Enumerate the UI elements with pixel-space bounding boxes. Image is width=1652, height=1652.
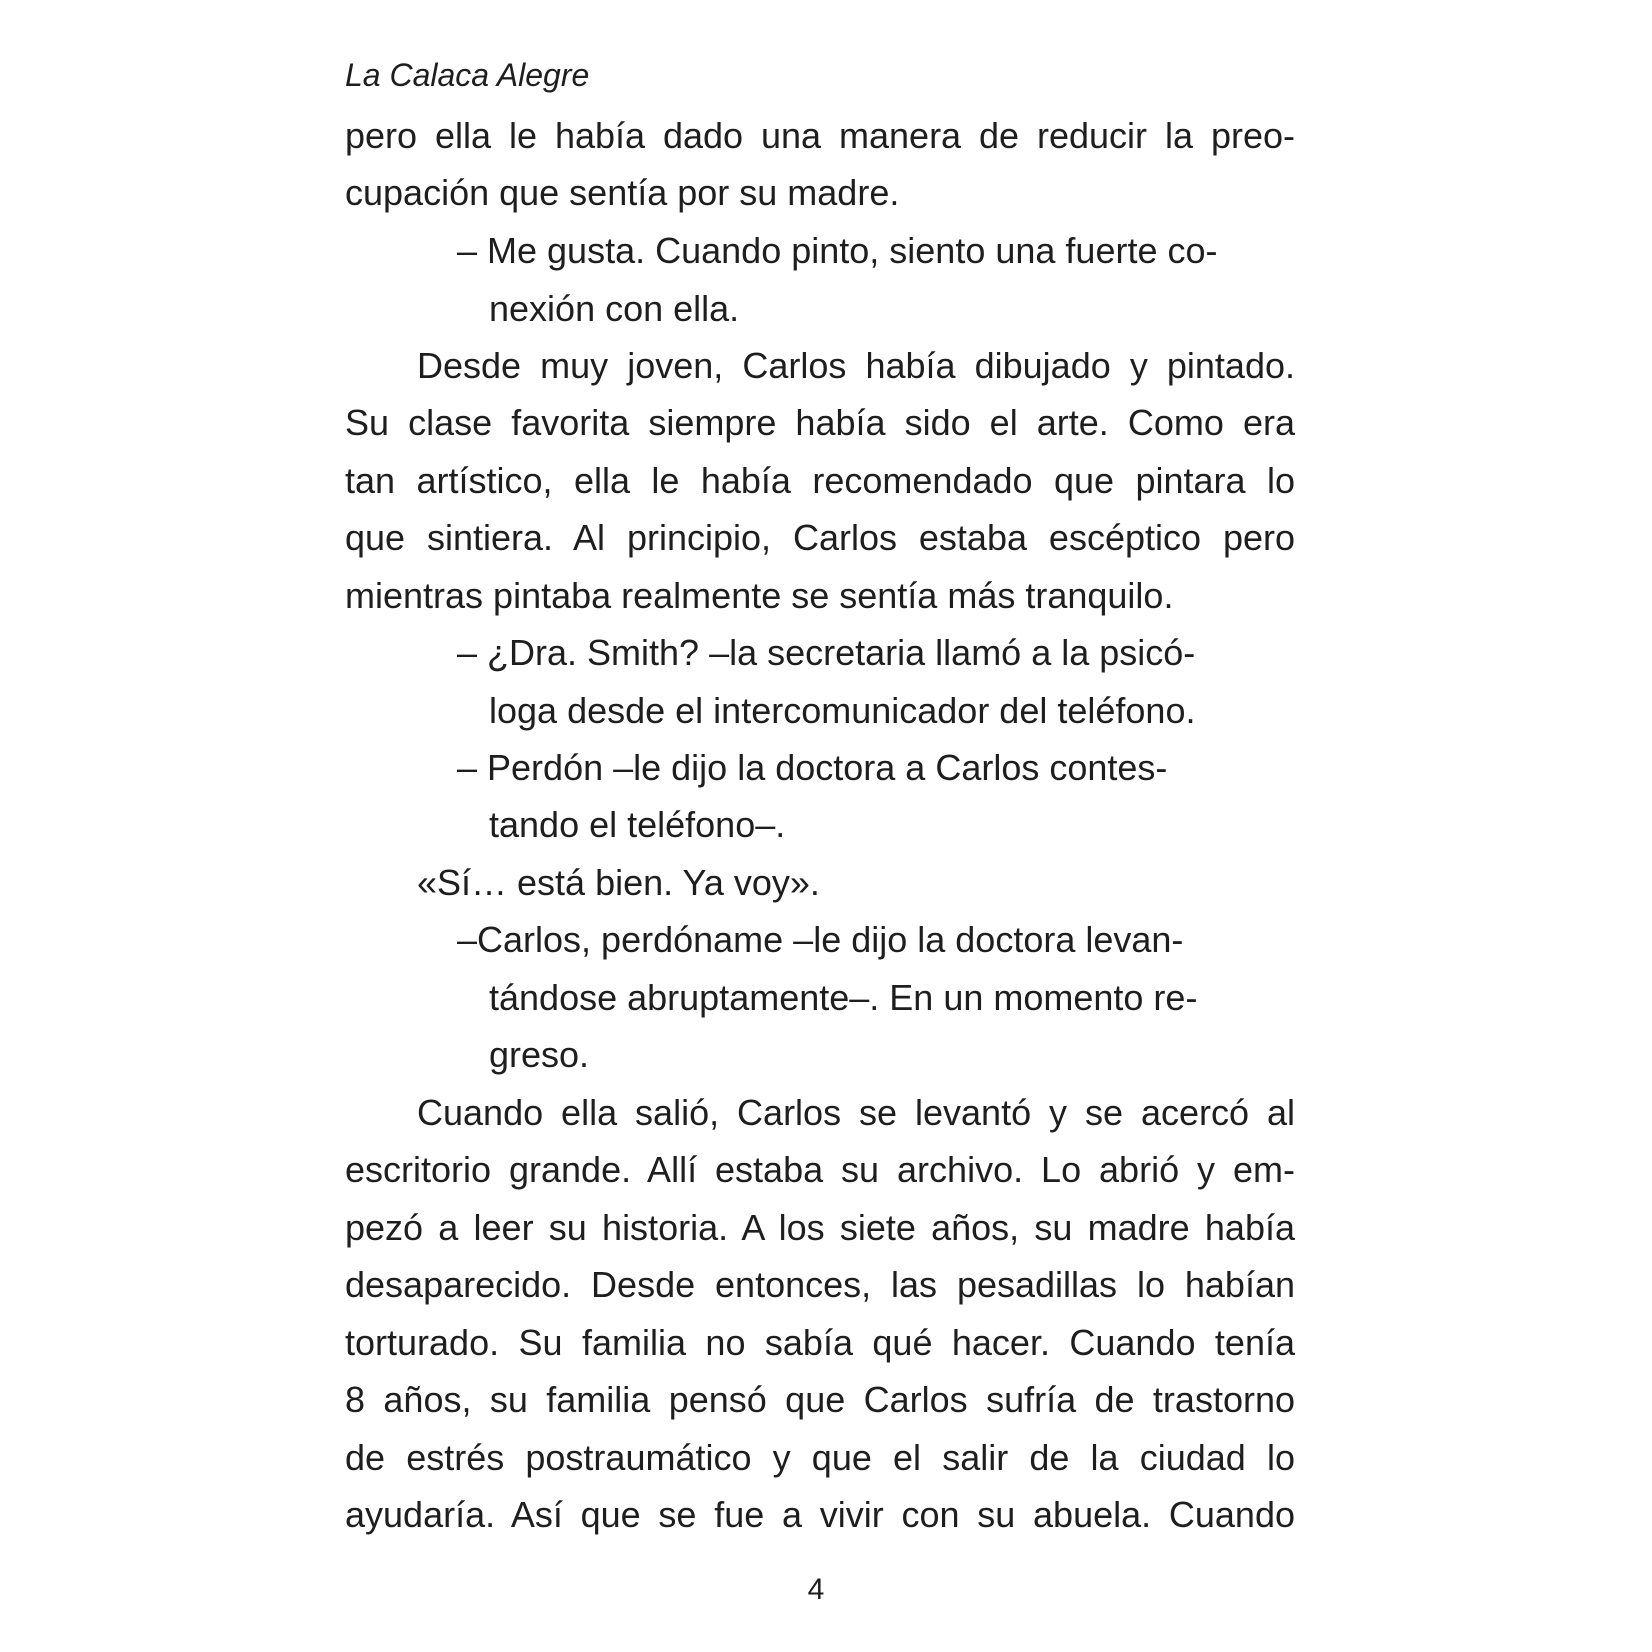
running-head: La Calaca Alegre <box>345 57 590 93</box>
text-line: 8 años, su familia pensó que Carlos sufría de trastorno <box>345 1379 1295 1420</box>
dialogue-line: greso. <box>489 1034 590 1075</box>
text-line: de estrés postraumático y que el salir de la ciudad lo <box>345 1437 1295 1478</box>
text-line: pero ella le había dado una manera de reducir la preo- <box>345 115 1295 156</box>
dialogue-line: – Perdón –le dijo la doctora a Carlos contes- <box>457 747 1168 788</box>
dialogue-line: –Carlos, perdóname –le dijo la doctora levan- <box>457 919 1184 960</box>
text-line: pezó a leer su historia. A los siete años, su madre había <box>345 1207 1295 1248</box>
page-number: 4 <box>807 1573 825 1606</box>
dialogue-line: tando el teléfono–. <box>489 804 786 845</box>
dialogue-line: nexión con ella. <box>489 288 740 329</box>
dialogue-line: loga desde el intercomunicador del teléfono. <box>489 690 1196 731</box>
text-line: que sintiera. Al principio, Carlos estaba escéptico pero <box>345 517 1295 558</box>
text-line: escritorio grande. Allí estaba su archivo. Lo abrió y em- <box>345 1149 1295 1190</box>
paragraph-first-line: Desde muy joven, Carlos había dibujado y pintado. <box>417 345 1295 386</box>
dialogue-line: – Me gusta. Cuando pinto, siento una fuerte co- <box>457 230 1218 271</box>
text-line: Su clase favorita siempre había sido el arte. Como era <box>345 402 1295 443</box>
text-line: cupación que sentía por su madre. <box>345 172 900 213</box>
text-line: mientras pintaba realmente se sentía más tranquilo. <box>345 575 1174 616</box>
dialogue-line: «Sí… está bien. Ya voy». <box>417 862 820 903</box>
text-line: desaparecido. Desde entonces, las pesadillas lo habían <box>345 1264 1295 1305</box>
text-line: tan artístico, ella le había recomendado que pintara lo <box>345 460 1295 501</box>
text-line: ayudaría. Así que se fue a vivir con su abuela. Cuando <box>345 1494 1295 1535</box>
paragraph-first-line: Cuando ella salió, Carlos se levantó y se acercó al <box>417 1092 1295 1133</box>
dialogue-line: tándose abruptamente–. En un momento re- <box>489 977 1198 1018</box>
dialogue-line: – ¿Dra. Smith? –la secretaria llamó a la psicó- <box>457 632 1196 673</box>
text-line: torturado. Su familia no sabía qué hacer. Cuando tenía <box>345 1322 1295 1363</box>
